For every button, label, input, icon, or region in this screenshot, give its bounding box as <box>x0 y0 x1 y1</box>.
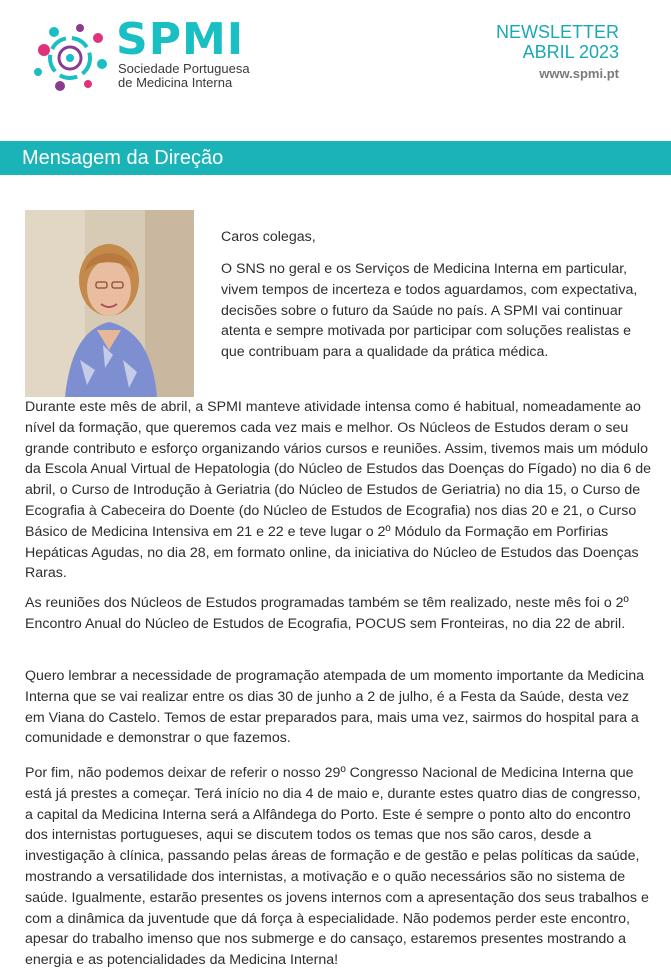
section-title-bar <box>0 141 671 175</box>
section-title: Mensagem da Direção <box>22 147 224 169</box>
letter-paragraph-2: Durante este mês de abril, a SPMI manteve atividade intensa como é habitual, nomeadamente ao nível da formação, que queremos cada vez mais e melhor. Os Núcleos de Estudos deram o seu grande contributo e esforço organizando vários cursos e reuniões. Assim, tivemos mais um módulo da Escola Anual Virtual de Hepatologia (do Núcleo de Estudos das Doenças do Fígado) no dia 6 de abril, o Curso de Introdução à Geriatria (do Núcleo de Estudos de Geriatria) no dia 15, o Curso de Ecografia à Cabeceira do Doente (do Núcleo de Estudos de Ecografia) nos dias 20 e 21, o Curso Básico de Medicina Intensiva em 21 e 22 e teve lugar o 2º Módulo da Formação em Porfirias Hepáticas Agudas, no dia 28, em formato online, da iniciativa do Núcleo de Estudos das Doenças Raras. <box>25 399 651 582</box>
newsletter-header <box>0 0 671 140</box>
newsletter-label: NEWSLETTER <box>495 22 619 42</box>
author-portrait-icon <box>25 210 194 397</box>
spmi-logo-mark-icon <box>30 22 110 94</box>
letter-paragraph-1: O SNS no geral e os Serviços de Medicina Interna em particular, vivem tempos de incerteza e todos aguardamos, com expectativa, decisões sobre o futuro da Saúde no país. A SPMI vai continuar atenta e sempre motivada por participar com soluções realistas e que contribuam para a qualidade da prática médica. <box>221 261 638 361</box>
logo-wordmark: SPMI <box>116 14 245 65</box>
letter-paragraph-3: As reuniões dos Núcleos de Estudos programadas também se têm realizado, neste mês foi o 2º Encontro Anual do Núcleo de Estudos de Ecografia, POCUS sem Fronteiras, no dia 22 de abril. <box>25 595 629 632</box>
author-photo <box>25 210 194 397</box>
spmi-logo[interactable] <box>30 14 250 98</box>
logo-subtitle <box>118 62 258 90</box>
issue-date: ABRIL 2023 <box>522 42 619 62</box>
newsletter-info <box>496 22 619 84</box>
letter-paragraph-4: Quero lembrar a necessidade de programação atempada de um momento importante da Medicina Interna que se vai realizar entre os dias 30 de junho a 2 de julho, é a Festa da Saúde, desta vez em Viana do Castelo. Temos de estar preparados para, mais uma vez, sairmos do hospital para a comunidade e demonstrar o que fazemos. <box>25 668 645 747</box>
letter-paragraph-5: Por fim, não podemos deixar de referir o nosso 29º Congresso Nacional de Medicina Interna que está já prestes a começar. Terá início no dia 4 de maio e, durante estes quatro dias de congresso, a capital da Medicina Interna será a Alfândega do Porto. Este é sempre o ponto alto do encontro dos internistas portugueses, aqui se discutem todos os temas que nos são caros, desde a investigação à clínica, passando pelas áreas de formação e de gestão e pelas políticas da saúde, mostrando a versatilidade dos internistas, a motivação e o quão necessários são no sistema de saúde. Igualmente, estarão presentes os jovens internos com a apresentação dos seus trabalhos e com a dinâmica da juventude que dá força à especialidade. Não podemos perder este encontro, apesar do trabalho imenso que nos submerge e do cansaço, estaremos presentes mostrando a energia e as potencialidades da Medicina Interna! <box>25 765 649 969</box>
logo-subtitle-line2: de Medicina Interna <box>118 75 233 90</box>
website-link[interactable]: www.spmi.pt <box>539 66 619 81</box>
logo-subtitle-line1: Sociedade Portuguesa <box>118 61 250 76</box>
letter-greeting: Caros colegas, <box>221 229 316 245</box>
